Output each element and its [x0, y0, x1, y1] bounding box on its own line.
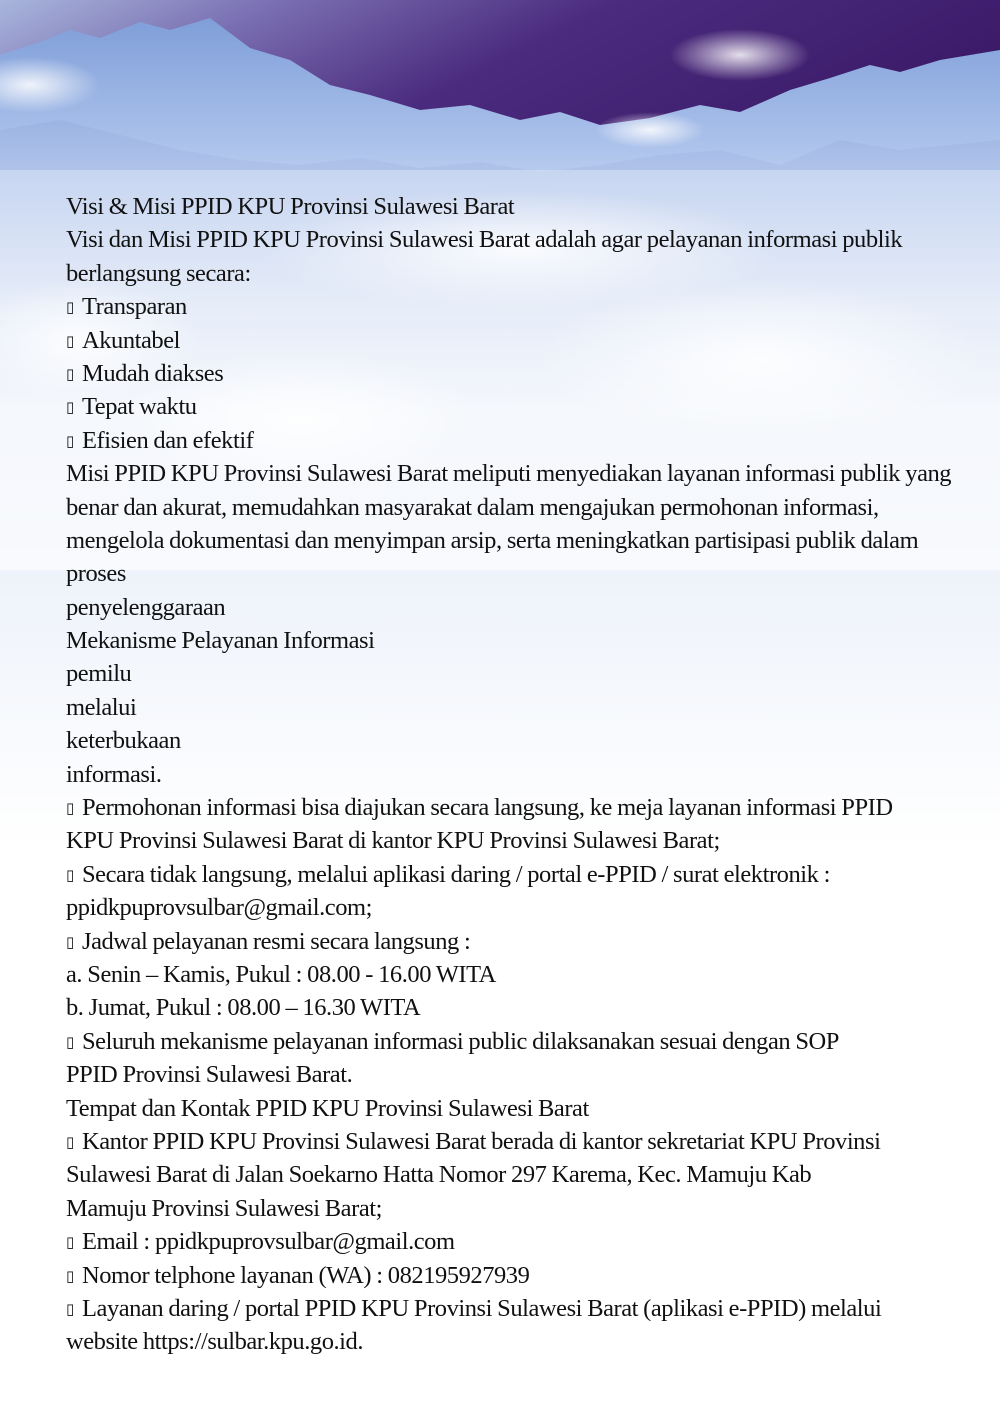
line-text: mengelola dokumentasi dan menyimpan arsip, serta meningkatkan partisipasi publik dalam [66, 526, 919, 554]
text-line [66, 758, 966, 791]
line-text: Tempat dan Kontak PPID KPU Provinsi Sulawesi Barat [66, 1094, 589, 1122]
line-text: benar dan akurat, memudahkan masyarakat dalam mengajukan permohonan informasi, [66, 493, 879, 521]
line-text: Visi dan Misi PPID KPU Provinsi Sulawesi Barat adalah agar pelayanan informasi publik [66, 226, 903, 254]
line-text: Layanan daring / portal PPID KPU Provinsi Sulawesi Barat (aplikasi e-PPID) melalui [82, 1294, 882, 1322]
line-text: Seluruh mekanisme pelayanan informasi public dilaksanakan sesuai dengan SOP [82, 1027, 839, 1055]
bullet-item [66, 290, 966, 323]
line-text: Efisien dan efektif [82, 426, 254, 454]
bullet-item [66, 424, 966, 457]
line-text: penyelenggaraan [66, 593, 226, 621]
line-text: informasi. [66, 760, 162, 788]
line-text: Transparan [82, 293, 187, 321]
line-text: melalui [66, 693, 137, 721]
bullet-glyph-icon: ▯ [66, 1233, 74, 1252]
text-line [66, 223, 966, 256]
bullet-glyph-icon: ▯ [66, 1299, 74, 1318]
line-text: Tepat waktu [82, 393, 197, 421]
line-text: b. Jumat, Pukul : 08.00 – 16.30 WITA [66, 994, 421, 1022]
bullet-item [66, 324, 966, 357]
text-line [66, 958, 966, 991]
bullet-glyph-icon: ▯ [66, 298, 74, 317]
bullet-glyph-icon: ▯ [66, 364, 74, 383]
text-line [66, 624, 966, 657]
bullet-item [66, 858, 966, 891]
line-text: Secara tidak langsung, melalui aplikasi daring / portal e-PPID / surat elektronik : [82, 860, 830, 888]
line-text: keterbukaan [66, 727, 181, 755]
line-text: Kantor PPID KPU Provinsi Sulawesi Barat berada di kantor sekretariat KPU Provinsi [82, 1127, 881, 1155]
text-line [66, 724, 966, 757]
bullet-item [66, 791, 966, 824]
text-line [66, 190, 966, 223]
text-line [66, 691, 966, 724]
text-line [66, 891, 966, 924]
bullet-glyph-icon: ▯ [66, 799, 74, 818]
text-line [66, 491, 966, 524]
line-text: Permohonan informasi bisa diajukan secara langsung, ke meja layanan informasi PPID [82, 794, 893, 822]
bullet-glyph-icon: ▯ [66, 1032, 74, 1051]
line-text: PPID Provinsi Sulawesi Barat. [66, 1061, 353, 1089]
bullet-item [66, 1292, 966, 1325]
bullet-glyph-icon: ▯ [66, 1132, 74, 1151]
line-text: pemilu [66, 660, 132, 688]
text-line [66, 591, 966, 624]
line-text: Visi & Misi PPID KPU Provinsi Sulawesi Barat [66, 193, 515, 220]
text-line [66, 991, 966, 1024]
line-text: Jadwal pelayanan resmi secara langsung : [82, 927, 471, 955]
text-line [66, 257, 966, 290]
line-text: berlangsung secara: [66, 259, 251, 287]
bullet-item [66, 1125, 966, 1158]
bullet-item [66, 1225, 966, 1258]
bullet-item [66, 925, 966, 958]
text-line [66, 657, 966, 690]
line-text: Akuntabel [82, 326, 181, 354]
line-text: Nomor telphone layanan (WA) : 082195927939 [82, 1261, 530, 1289]
text-line [66, 824, 966, 857]
bullet-glyph-icon: ▯ [66, 331, 74, 350]
bullet-glyph-icon: ▯ [66, 431, 74, 450]
bullet-item [66, 357, 966, 390]
text-line [66, 457, 966, 490]
bullet-item [66, 1259, 966, 1292]
bullet-item [66, 390, 966, 423]
bullet-glyph-icon: ▯ [66, 398, 74, 417]
line-text: KPU Provinsi Sulawesi Barat di kantor KPU Provinsi Sulawesi Barat; [66, 827, 720, 855]
text-line [66, 1325, 966, 1358]
document-body [66, 190, 966, 1359]
line-text: Mudah diakses [82, 359, 224, 387]
line-text: website https://sulbar.kpu.go.id. [66, 1328, 364, 1356]
line-text: Mamuju Provinsi Sulawesi Barat; [66, 1194, 382, 1222]
text-line [66, 557, 966, 590]
bullet-item [66, 1025, 966, 1058]
line-text: Mekanisme Pelayanan Informasi [66, 627, 375, 655]
line-text: ppidkpuprovsulbar@gmail.com; [66, 894, 372, 922]
line-text: a. Senin – Kamis, Pukul : 08.00 - 16.00 WITA [66, 960, 496, 988]
text-line [66, 1158, 966, 1191]
line-text: Email : ppidkpuprovsulbar@gmail.com [82, 1228, 455, 1256]
text-line [66, 1058, 966, 1091]
bullet-glyph-icon: ▯ [66, 932, 74, 951]
bullet-glyph-icon: ▯ [66, 865, 74, 884]
line-text: Sulawesi Barat di Jalan Soekarno Hatta Nomor 297 Karema, Kec. Mamuju Kab [66, 1161, 812, 1189]
text-line [66, 1092, 966, 1125]
line-text: Misi PPID KPU Provinsi Sulawesi Barat meliputi menyediakan layanan informasi publik yang [66, 460, 952, 488]
bullet-glyph-icon: ▯ [66, 1266, 74, 1285]
text-line [66, 1192, 966, 1225]
text-line [66, 524, 966, 557]
line-text: proses [66, 560, 126, 588]
